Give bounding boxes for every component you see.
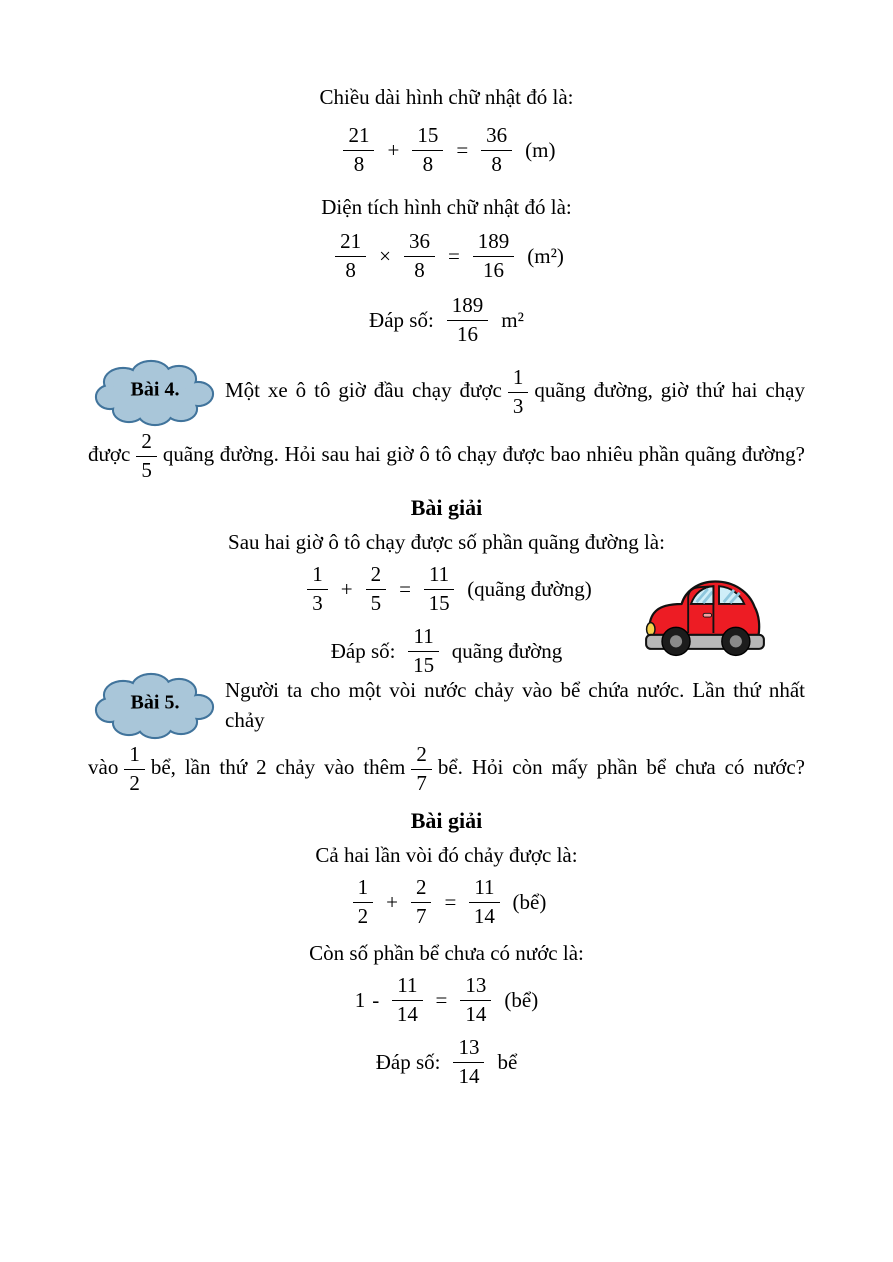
fraction bbox=[392, 974, 422, 1026]
minus-operator: - bbox=[372, 988, 380, 1013]
length-equation bbox=[88, 124, 805, 176]
unit-label: quãng đường bbox=[451, 639, 563, 664]
problem-text: vào bbox=[88, 755, 119, 780]
solution-heading: Bài giải bbox=[410, 808, 483, 834]
multiply-operator: × bbox=[379, 244, 391, 269]
plus-operator: + bbox=[386, 890, 398, 915]
fraction bbox=[124, 743, 145, 795]
fraction bbox=[460, 974, 491, 1026]
problem5-answer-line bbox=[88, 1036, 805, 1088]
denominator: 2 bbox=[357, 903, 369, 928]
fraction bbox=[453, 1036, 484, 1088]
numerator: 2 bbox=[411, 743, 432, 770]
numerator: 13 bbox=[460, 974, 491, 1001]
problem4-badge bbox=[93, 356, 217, 428]
problem-text: Người ta cho một vòi nước chảy vào bể chứa nước. Lần thứ nhất chảy bbox=[225, 678, 805, 733]
problem-number-label: Bài 5. bbox=[130, 691, 180, 714]
unit-label: m² bbox=[501, 308, 524, 333]
numerator: 189 bbox=[447, 294, 489, 321]
problem-number-label: Bài 4. bbox=[130, 378, 180, 401]
fraction bbox=[411, 743, 432, 795]
problem-text: Một xe ô tô giờ đầu chạy được bbox=[225, 377, 502, 402]
numerator: 11 bbox=[392, 974, 422, 1001]
fraction bbox=[447, 294, 489, 346]
numerator: 1 bbox=[124, 743, 145, 770]
denominator: 14 bbox=[458, 1063, 480, 1088]
equals-sign: = bbox=[447, 244, 460, 269]
numerator: 21 bbox=[335, 230, 366, 257]
denominator: 8 bbox=[491, 151, 502, 176]
denominator: 8 bbox=[353, 151, 365, 176]
numerator: 1 bbox=[307, 563, 328, 590]
problem-text: bể. Hỏi còn mấy phần bể chưa có nước? bbox=[437, 755, 805, 780]
fraction bbox=[481, 124, 512, 176]
problem-text: quãng đường. Hỏi sau hai giờ ô tô chạy được bao nhiêu phần quãng đường? bbox=[162, 441, 805, 466]
denominator: 7 bbox=[415, 903, 427, 928]
problem5-row1 bbox=[88, 669, 805, 741]
denominator: 16 bbox=[457, 321, 479, 346]
denominator: 14 bbox=[465, 1001, 487, 1026]
unit-label: (m²) bbox=[527, 244, 564, 269]
area-statement: Diện tích hình chữ nhật đó là: bbox=[321, 195, 572, 220]
numerator: 1 bbox=[508, 366, 529, 393]
numerator: 2 bbox=[411, 876, 432, 903]
equals-sign: = bbox=[456, 138, 469, 163]
unit-label: (m) bbox=[525, 138, 556, 163]
denominator: 16 bbox=[483, 257, 505, 282]
fraction bbox=[473, 230, 515, 282]
denominator: 2 bbox=[129, 770, 140, 795]
numerator: 1 bbox=[353, 876, 374, 903]
numerator: 21 bbox=[343, 124, 374, 151]
problem5-text-line2 bbox=[88, 743, 805, 795]
numerator: 36 bbox=[404, 230, 435, 257]
denominator: 14 bbox=[473, 903, 495, 928]
denominator: 8 bbox=[422, 151, 434, 176]
denominator: 7 bbox=[416, 770, 427, 795]
car-icon bbox=[641, 575, 769, 661]
worksheet-content bbox=[88, 84, 805, 1088]
answer-line bbox=[88, 294, 805, 346]
fraction bbox=[353, 876, 374, 928]
fraction bbox=[343, 124, 374, 176]
problem4-text-line1 bbox=[225, 366, 805, 418]
numerator: 11 bbox=[408, 625, 438, 652]
problem5-text-line1 bbox=[225, 675, 805, 735]
numerator: 15 bbox=[412, 124, 443, 151]
plus-operator: + bbox=[340, 577, 353, 602]
unit-label: bể bbox=[497, 1050, 518, 1075]
denominator: 3 bbox=[512, 393, 524, 418]
denominator: 8 bbox=[345, 257, 356, 282]
fraction bbox=[404, 230, 435, 282]
fraction bbox=[508, 366, 529, 418]
problem5-equation1 bbox=[88, 876, 805, 928]
problem-text: quãng đường, giờ thứ hai chạy bbox=[534, 377, 805, 402]
problem5-badge bbox=[93, 669, 217, 741]
equals-sign: = bbox=[399, 577, 411, 602]
numerator: 2 bbox=[136, 430, 157, 457]
numerator: 189 bbox=[473, 230, 515, 257]
numerator: 2 bbox=[366, 563, 387, 590]
numerator: 11 bbox=[424, 563, 454, 590]
problem-text: bể, lần thứ 2 chảy vào thêm bbox=[150, 755, 406, 780]
denominator: 5 bbox=[141, 457, 152, 482]
length-statement: Chiều dài hình chữ nhật đó là: bbox=[319, 85, 574, 109]
denominator: 5 bbox=[370, 590, 382, 615]
fraction bbox=[411, 876, 432, 928]
car-illustration bbox=[641, 575, 769, 661]
area-equation bbox=[88, 230, 805, 282]
solution-statement: Sau hai giờ ô tô chạy được số phần quãng đường là: bbox=[228, 530, 665, 555]
fraction bbox=[469, 876, 499, 928]
solution-statement: Cả hai lần vòi đó chảy được là: bbox=[315, 843, 578, 868]
fraction bbox=[335, 230, 366, 282]
denominator: 14 bbox=[396, 1001, 418, 1026]
fraction bbox=[408, 625, 438, 677]
solution-heading: Bài giải bbox=[410, 495, 483, 521]
denominator: 3 bbox=[312, 590, 323, 615]
denominator: 15 bbox=[413, 652, 435, 677]
answer-label: Đáp số: bbox=[330, 639, 396, 664]
problem-text: được bbox=[88, 441, 131, 466]
fraction bbox=[412, 124, 443, 176]
fraction bbox=[366, 563, 387, 615]
numerator: 11 bbox=[469, 876, 499, 903]
unit-label: (bể) bbox=[512, 890, 547, 915]
numerator: 36 bbox=[481, 124, 512, 151]
answer-label: Đáp số: bbox=[375, 1050, 441, 1075]
unit-label: (quãng đường) bbox=[467, 577, 592, 602]
denominator: 8 bbox=[414, 257, 425, 282]
plus-operator: + bbox=[387, 138, 400, 163]
equals-sign: = bbox=[435, 988, 448, 1013]
numerator: 13 bbox=[453, 1036, 484, 1063]
problem5-equation2 bbox=[88, 974, 805, 1026]
answer-label: Đáp số: bbox=[369, 308, 434, 333]
unit-label: (bể) bbox=[504, 988, 539, 1013]
problem4-row1 bbox=[88, 356, 805, 428]
fraction bbox=[307, 563, 328, 615]
fraction bbox=[424, 563, 454, 615]
fraction bbox=[136, 430, 157, 482]
whole-number: 1 bbox=[354, 988, 366, 1013]
problem4-text-line2 bbox=[88, 430, 805, 482]
denominator: 15 bbox=[428, 590, 450, 615]
solution-statement: Còn số phần bể chưa có nước là: bbox=[309, 941, 584, 966]
equals-sign: = bbox=[444, 890, 457, 915]
